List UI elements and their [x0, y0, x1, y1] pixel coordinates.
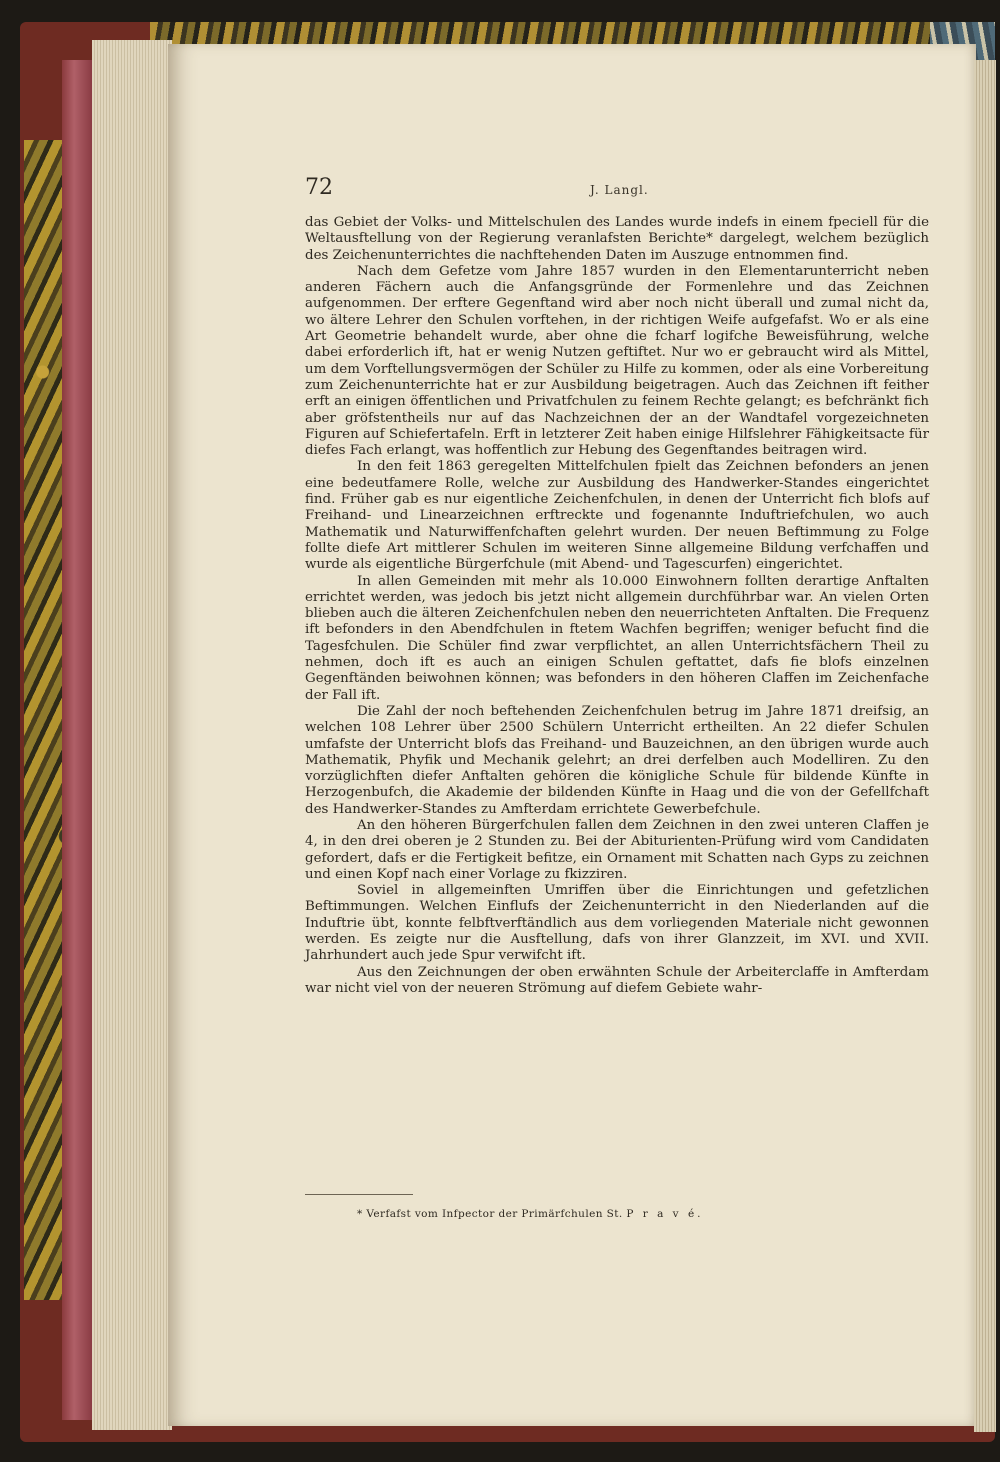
footnote	[357, 1208, 917, 1220]
footnote-rule	[305, 1194, 413, 1195]
page-stack-left	[92, 40, 172, 1430]
paragraph: In allen Gemeinden mit mehr als 10.000 Einwohnern follten derartige Anftalten errichtet werden, was jedoch bis jetzt nicht allgemein durchführbar war. An vielen Orten blieben auch die älteren Zeichenfchulen neben den neuerrichteten Anftalten. Die Frequenz ift befonders in den Abendfchulen in ftetem Wachfen begriffen; weniger befucht find die Tagesfchulen. Die Schüler find zwar verpflichtet, an allen Unterrichtsfächern Theil zu nehmen, doch ift es auch an einigen Schulen geftattet, dafs fie blofs einzelnen Gegenftänden beiwohnen können; was befonders in den höheren Claffen im Zeichenfache der Fall ift.	[305, 573, 929, 703]
paragraph: Die Zahl der noch beftehenden Zeichenfchulen betrug im Jahre 1871 dreifsig, an welchen 108 Lehrer über 2500 Schülern Unterricht ertheilten. An 22 diefer Schulen umfafste der Unterricht blofs das Freihand- und Bauzeichnen, an den übrigen wurde auch Mathematik, Phyfik und Mechanik gelehrt; an drei derfelben auch Modelliren. Zu den vorzüglichften diefer Anftalten gehören die königliche Schule für bildende Künfte in Herzogenbufch, die Akademie der bildenden Künfte in Haag und die von der Gefellfchaft des Handwerker-Standes zu Amfterdam errichtete Gewerbefchule.	[305, 703, 929, 817]
paragraph: An den höheren Bürgerfchulen fallen dem Zeichnen in den zwei unteren Claffen je 4, in den drei oberen je 2 Stunden zu. Bei der Abiturienten-Prüfung wird vom Candidaten gefordert, dafs er die Fertigkeit befitze, ein Ornament mit Schatten nach Gyps zu zeichnen und einen Kopf nach einer Vorlage zu fkizziren.	[305, 817, 929, 882]
body-text	[305, 215, 929, 997]
paragraph: Nach dem Gefetze vom Jahre 1857 wurden in den Elementarunterricht neben anderen Fächern auch die Anfangsgründe der Formenlehre und das Zeichnen aufgenommen. Der erftere Gegenftand wird aber noch nicht überall und zumal nicht da, wo ältere Lehrer den Schulen vorftehen, in der richtigen Weife aufgefafst. Wo er als eine Art Geometrie behandelt wurde, aber ohne die fcharf logifche Beweisführung, welche dabei erforderlich ift, hat er wenig Nutzen geftiftet. Nur wo er gebraucht wird als Mittel, um dem Vorftellungsvermögen der Schüler zu Hilfe zu kommen, oder als eine Vorbereitung zum Zeichenunterrichte hat er zur Ausbildung beigetragen. Auch das Zeichnen ift feither erft an einigen öffentlichen und Privatfchulen zu feinem Rechte gelangt; es befchränkt fich aber gröfstentheils nur auf das Nachzeichnen der an der Wandtafel vorgezeichneten Figuren auf Schiefertafeln. Erft in letzterer Zeit haben einige Hilfslehrer Fähigkeitsacte für diefes Fach erlangt, was hoffentlich zur Hebung des Gegenftandes beitragen wird.	[305, 263, 929, 459]
footnote-author: P r a v é.	[626, 1208, 704, 1220]
page-header	[305, 175, 925, 209]
paragraph: In den feit 1863 geregelten Mittelfchulen fpielt das Zeichnen befonders an jenen eine bedeutfamere Rolle, welche zur Ausbildung des Handwerker-Standes eingerichtet find. Früher gab es nur eigentliche Zeichenfchulen, in denen der Unterricht fich blofs auf Freihand- und Linearzeichnen erftreckte und fogenannte Induftriefchulen, wo auch Mathematik und Naturwiffenfchaften gelehrt wurden. Der neuen Beftimmung zu Folge follte diefe Art mittlerer Schulen im weiteren Sinne allgemeine Bildung verfchaffen und wurde als eigentliche Bürgerfchule (mit Abend- und Tagescurfen) eingerichtet.	[305, 459, 929, 573]
paragraph: Aus den Zeichnungen der oben erwähnten Schule der Arbeiterclaffe in Amfterdam war nicht viel von der neueren Strömung auf diefem Gebiete wahr-	[305, 964, 929, 996]
paragraph: das Gebiet der Volks- und Mittelschulen des Landes wurde indefs in einem fpeciell für die Weltausftellung von der Regierung veranlafsten Berichte* dargelegt, welchem bezüglich des Zeichenunterrichtes die nachftehenden Daten im Auszuge entnommen find.	[305, 215, 929, 263]
page-number: 72	[305, 175, 333, 200]
page-stack-right	[974, 60, 996, 1432]
footnote-text: * Verfafst vom Infpector der Primärfchulen St.	[357, 1208, 623, 1220]
binding-edge	[62, 60, 92, 1420]
running-head: J. Langl.	[590, 183, 649, 197]
paragraph: Soviel in allgemeinften Umriffen über die Einrichtungen und gefetzlichen Beftimmungen. Welchen Einflufs der Zeichenunterricht in den Niederlanden auf die Induftrie übt, konnte felbftverftändlich aus dem vorliegenden Materiale nicht gewonnen werden. Es zeigte nur die Ausftellung, dafs von ihrer Glanzzeit, im XVI. und XVII. Jahrhundert auch jede Spur verwifcht ift.	[305, 883, 929, 964]
